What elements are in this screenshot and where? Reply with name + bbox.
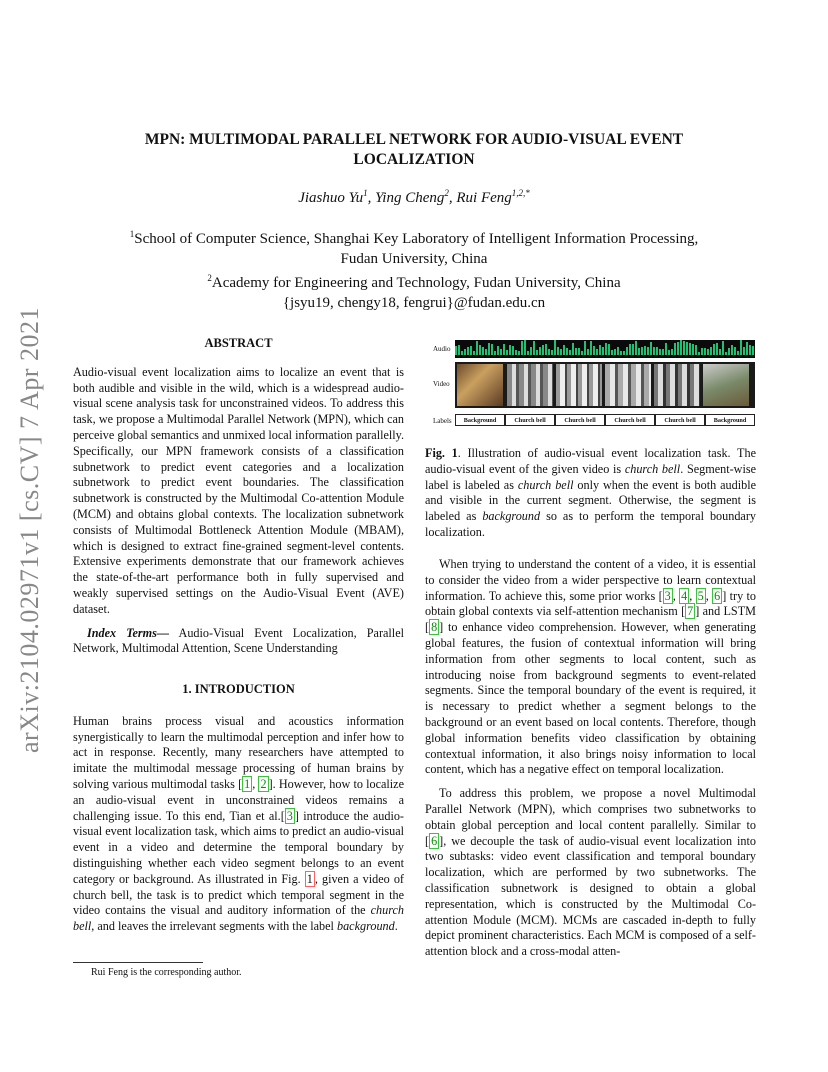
waveform-bar [500, 349, 502, 355]
affil-2-sup: 2 [207, 273, 212, 283]
body-text: To address this problem, we propose a novel Multimodal Parallel Network (MPN), which comprises two subnetworks to obtain global perception and local content parallelly. Similar to [425, 786, 756, 832]
intro-text: . However, how to localize an audio-visual event in unconstrained videos remains a challenging issue. To this end, Tian et al. [73, 776, 404, 823]
waveform-bar [734, 347, 736, 355]
segment-label: Church bell [505, 414, 555, 426]
waveform-bar [602, 347, 604, 355]
waveform-bar [482, 347, 484, 355]
index-terms [73, 626, 404, 658]
intro-text: Human brains process visual and acoustics information synergistically to learn the multimodal perception and infer how to act in response. Recently, many researchers have attempted to imitate the multimodal message processing of human brains by solving various multimodal tasks [73, 713, 404, 791]
waveform-bar [479, 345, 481, 355]
waveform-bar [728, 348, 730, 355]
waveform-bar [458, 345, 460, 355]
waveform-bar [464, 349, 466, 355]
author-3: Rui Feng [456, 190, 512, 206]
caption-label: Fig. 1 [425, 446, 458, 460]
waveform-bar [722, 341, 724, 355]
waveform-bar [584, 341, 586, 355]
intro-heading: 1. INTRODUCTION [182, 682, 295, 696]
waveform-bar [686, 342, 688, 355]
waveform-bar [671, 349, 673, 355]
waveform-bar [575, 348, 577, 355]
waveform-bar [695, 345, 697, 355]
waveform-bar [698, 352, 700, 355]
segment-label: Church bell [605, 414, 655, 426]
waveform-bar [563, 345, 565, 355]
waveform-bar [743, 347, 745, 355]
waveform-bar [557, 347, 559, 355]
waveform-bar [524, 340, 526, 355]
waveform-bar [662, 349, 664, 355]
waveform-bar [512, 346, 514, 355]
waveform-bar [548, 349, 550, 355]
figure-row-audio-label: Audio [433, 345, 451, 353]
waveform-bar [719, 349, 721, 355]
waveform-bar [536, 350, 538, 355]
waveform-bar [527, 351, 529, 355]
waveform-bar [461, 351, 463, 355]
waveform-bar [650, 342, 652, 355]
author-3-sup: 1,2,* [511, 188, 530, 198]
affil-1-sup: 1 [129, 229, 135, 239]
waveform-bar [587, 349, 589, 355]
waveform-bar [485, 349, 487, 355]
waveform-bar [539, 347, 541, 355]
waveform-bar [659, 349, 661, 355]
waveform-bar [572, 343, 574, 355]
waveform-bar [617, 347, 619, 355]
waveform-bar [701, 348, 703, 355]
abstract-heading: ABSTRACT [204, 336, 273, 350]
waveform-bar [623, 351, 625, 355]
waveform-bar [635, 341, 637, 355]
affiliations [90, 225, 738, 313]
affil-1-line-2: Fudan University, China [340, 250, 488, 267]
body-text: try to obtain global contexts via self-attention mechanism [425, 588, 757, 619]
waveform-bar [590, 341, 592, 355]
waveform-bar [629, 344, 631, 355]
waveform-bar [611, 350, 613, 355]
waveform-bar [626, 347, 628, 355]
waveform-bar [677, 342, 679, 355]
caption-text: so as to perform the temporal boundary localization. [425, 509, 756, 539]
abstract-text: Audio-visual event localization aims to localize an event that is both audible and visible in the wild, which is a widespread audio-visual scene analysis task for unconstrained videos. To address this task, we propose a Multimodal Parallel Network (MPN), which can perceive global semantics and unmixed local information parallelly. Specifically, our MPN framework consists of a classification subnetwork to predict event categories and a localization subnetwork to predict event boundaries. The classification subnetwork is constructed by the Multimodal Co-attention Module (MCM) and obtains global contexts. The localization subnetwork consists of Multimodal Bottleneck Attention Module (MBAM), which is designed to extract fine-grained segment-level contents. Extensive experiments demonstrate that our framework achieves the state-of-the-art performance both in fully supervised and weakly supervised settings on the Audio-Visual Event (AVE) dataset. [73, 364, 404, 616]
body-text: , we decouple the task of audio-visual event localization into two subtasks: video event classification and temporal boundary localization, which are performed by two subnetworks. The classification subnetwork is designed to obtain a global representation, which is constructed by the Multimodal Co-attention Module (MCM). MCMs are cascaded in-depth to fully depict prominent characteristics. Each MCM is composed of a self-attention block and a cross-modal atten- [425, 833, 756, 959]
body-text: to enhance video comprehension. However, when generating global features, the fusion of contextual information will bring information from other segments to local content, such as introducing noise from background segments to event-related segments. Since the temporal boundary of the event is required, it is necessary to predict whether a segment belongs to the background or an event based on local contents. Therefore, though global information benefits video classification by obtaining contextual information, it also brings noisy information to local content, which has a negative effect on temporal localization. [425, 620, 756, 777]
waveform-bar [638, 348, 640, 355]
citation-link[interactable]: 4 [681, 588, 688, 603]
intro-emphasis: church bell [73, 903, 404, 934]
waveform-bar [740, 340, 742, 355]
waveform-bar [554, 340, 556, 355]
body-paragraph-3: To address this problem, we propose a novel Multimodal Parallel Network (MPN), which comprises two subnetworks to obtain global perception and local content parallelly. Similar to [ 6 ], we decouple the task of audio-visual event localization into two subtasks: video event classification and temporal boundary localization, which are performed by two subnetworks. The classification subnetwork is designed to obtain a global representation, which is constructed by the Multimodal Co-attention Module (MCM). MCMs are cascaded in-depth to fully depict prominent characteristics. Each MCM is composed of a self-attention block and a cross-modal atten- [425, 786, 756, 959]
waveform-bar [509, 345, 511, 355]
waveform-bar [665, 343, 667, 355]
waveform-bar [545, 344, 547, 355]
waveform-bar [713, 344, 715, 355]
waveform-bar [707, 349, 709, 355]
footnote: Rui Feng is the corresponding author. [91, 967, 242, 978]
waveform-bar [581, 351, 583, 355]
body-text: and LSTM [699, 604, 756, 619]
waveform-bar [530, 347, 532, 355]
citation-link[interactable]: 2 [260, 776, 267, 791]
video-frame [457, 364, 503, 406]
waveform-bar [566, 348, 568, 355]
waveform-bar [632, 344, 634, 355]
citation-link[interactable]: 3 [286, 808, 293, 823]
caption-text: only when the event is both audible and visible in the current segment. Otherwise, the segment is labeled as [425, 477, 756, 524]
waveform-bar [746, 342, 748, 355]
caption-emphasis: church bell [624, 461, 681, 476]
waveform-bar [560, 349, 562, 355]
author-2: Ying Cheng [375, 190, 445, 206]
paper-title [100, 130, 728, 170]
waveform-bar [518, 351, 520, 355]
waveform-bar [614, 349, 616, 355]
intro-section [73, 682, 404, 935]
citation-link[interactable]: 5 [697, 588, 704, 603]
waveform-bar [656, 347, 658, 355]
waveform-bar [455, 346, 457, 355]
segment-label: Background [455, 414, 505, 426]
waveform-bar [737, 351, 739, 355]
citation-link[interactable]: 6 [431, 833, 438, 848]
author-emails: {jsyu19, chengy18, fengrui}@fudan.edu.cn [282, 294, 546, 311]
title-line-1: MPN: MULTIMODAL PARALLEL NETWORK FOR AUDIO-VISUAL EVENT [144, 131, 684, 148]
waveform-bar [725, 352, 727, 355]
intro-paragraph-1: Human brains process visual and acoustics information synergistically to learn the multimodal perception and infer how to act in response. Recently, many researchers have attempted to imitate the multimodal message processing of human brains by solving various multimodal tasks [ 1 , 2 ]. However, how to localize an audio-visual event in unconstrained videos remains a challenging issue. To this end, Tian et al.[ 3 ] introduce the audio-visual event localization task, which aims to predict an audio-visual event in a video and determine the temporal boundary by distinguishing whether each video segment belongs to an event category or background. As illustrated in Fig. 1 , given a video of church bell, the task is to predict which temporal segment in the video contains the visual and auditory information of the church bell, and leaves the irrelevant segments with the label background. [73, 713, 404, 934]
waveform-bar [680, 340, 682, 355]
waveform-bar [542, 345, 544, 355]
intro-text: , given a video of church bell, the task is to predict which temporal segment in the video contains the visual and auditory information of the [73, 871, 404, 918]
waveform-bar [704, 348, 706, 355]
waveform-bar [731, 345, 733, 355]
arxiv-stamp [10, 300, 50, 760]
caption-emphasis: background [482, 509, 541, 524]
intro-emphasis: background [336, 919, 395, 934]
waveform-bar [533, 341, 535, 355]
waveform-bar [689, 343, 691, 355]
title-line-2: LOCALIZATION [353, 151, 475, 168]
video-frame [605, 364, 651, 406]
video-frame [703, 364, 749, 406]
caption-text: . Segment-wise label is labeled as [425, 461, 756, 492]
caption-emphasis: church bell [517, 477, 574, 492]
video-frame [556, 364, 602, 406]
waveform-bar [476, 341, 478, 355]
waveform-bar [494, 351, 496, 355]
affil-2: Academy for Engineering and Technology, Fudan University, China [211, 275, 621, 291]
waveform-bar [674, 343, 676, 355]
citation-link[interactable]: 7 [687, 604, 694, 619]
waveform-bar [749, 345, 751, 355]
waveform-bar [683, 341, 685, 355]
waveform-bar [605, 343, 607, 355]
segment-label: Church bell [655, 414, 705, 426]
waveform-bar [515, 350, 517, 355]
author-2-sup: 2 [444, 188, 449, 198]
citation-link[interactable]: 3 [664, 588, 671, 603]
figure-row-video-label: Video [433, 380, 450, 388]
caption-text: . Illustration of audio-visual event localization task. The audio-visual event of the given video is [425, 446, 756, 476]
waveform-bar [467, 347, 469, 355]
citation-link[interactable]: 6 [714, 588, 721, 603]
video-frame [654, 364, 700, 406]
waveform-bar [641, 347, 643, 355]
waveform-bar [569, 350, 571, 355]
waveform-bar [620, 351, 622, 355]
author-1-sup: 1 [363, 188, 368, 198]
waveform-bar [521, 341, 523, 355]
waveform-bar [668, 350, 670, 355]
intro-text: , and leaves the irrelevant segments with the label [91, 919, 337, 934]
abstract-section [73, 336, 404, 657]
waveform-bar [692, 344, 694, 355]
affil-1-line-1: School of Computer Science, Shanghai Key Laboratory of Intelligent Information Processing, [134, 231, 699, 247]
waveform-bar [599, 345, 601, 355]
author-1: Jiashuo Yu [298, 190, 364, 206]
video-frames-strip [455, 362, 755, 408]
waveform-bar [503, 344, 505, 355]
arxiv-id: arXiv:2104.02971v1 [cs.CV] 7 Apr 2021 [15, 306, 44, 754]
waveform-bar [488, 343, 490, 355]
intro-text: . [394, 919, 398, 934]
waveform-bar [596, 349, 598, 355]
waveform-bar [716, 343, 718, 355]
waveform-bar [710, 347, 712, 355]
waveform-bar [470, 346, 472, 355]
figure-1 [425, 338, 760, 430]
author-list: Jiashuo Yu$^1$, Ying Cheng$^2$, Rui Feng$^{1,2,*}$ [298, 188, 530, 206]
waveform-bar [578, 348, 580, 355]
footnote-rule [73, 962, 203, 963]
video-frame [507, 364, 553, 406]
waveform-bar [647, 347, 649, 355]
right-body [425, 557, 756, 960]
intro-text: introduce the audio-visual event localization task, which aims to predict an audio-visual event in a video and determine the temporal boundary by distinguishing whether each video segment belongs to an event category or background. As illustrated in Fig. [73, 808, 404, 886]
segment-labels [455, 414, 755, 427]
citation-link[interactable]: 1 [244, 776, 251, 791]
body-paragraph-2: When trying to understand the content of a video, it is essential to consider the video from a wider perspective to learn contextual information. To achieve this, some prior works [ 3 , 4 , 5 , 6 ] try to obtain global contexts via self-attention mechanism [ 7 ] and LSTM [ 8 ] to enhance video comprehension. However, when generating global features, the fusion of contextual information will bring information from other segments to local content, such as introducing noise from background segments to event-related segments. Since the temporal boundary of the event is required, it is necessary to predict whether a segment belongs to the background or an event based on local contents. Therefore, though global information benefits video classification by obtaining contextual information, it also brings noisy information to local content, which has a negative effect on temporal localization. [425, 557, 757, 777]
index-terms-label: Index Terms— [87, 625, 170, 640]
waveform-bar [506, 350, 508, 355]
waveform-bar [653, 347, 655, 355]
figure-caption [425, 446, 756, 541]
waveform-bar [497, 346, 499, 355]
citation-link[interactable]: 8 [431, 620, 438, 635]
waveform-bar [551, 350, 553, 355]
figure-row-labels-label: Labels [433, 417, 452, 425]
waveform-bar [473, 351, 475, 355]
waveform-bar [644, 346, 646, 355]
segment-label: Background [705, 414, 755, 426]
audio-waveform [455, 340, 755, 358]
body-text: When trying to understand the content of a video, it is essential to consider the video from a wider perspective to learn contextual information. To achieve this, some prior works [425, 557, 756, 603]
waveform-bar [593, 346, 595, 355]
waveform-bar [491, 344, 493, 355]
segment-label: Church bell [555, 414, 605, 426]
figure-link[interactable]: 1 [306, 871, 313, 886]
index-terms-text: Audio-Visual Event Localization, Parallel Network, Multimodal Attention, Scene Understanding [73, 625, 404, 656]
waveform-bar [608, 344, 610, 355]
waveform-bar [752, 346, 754, 355]
